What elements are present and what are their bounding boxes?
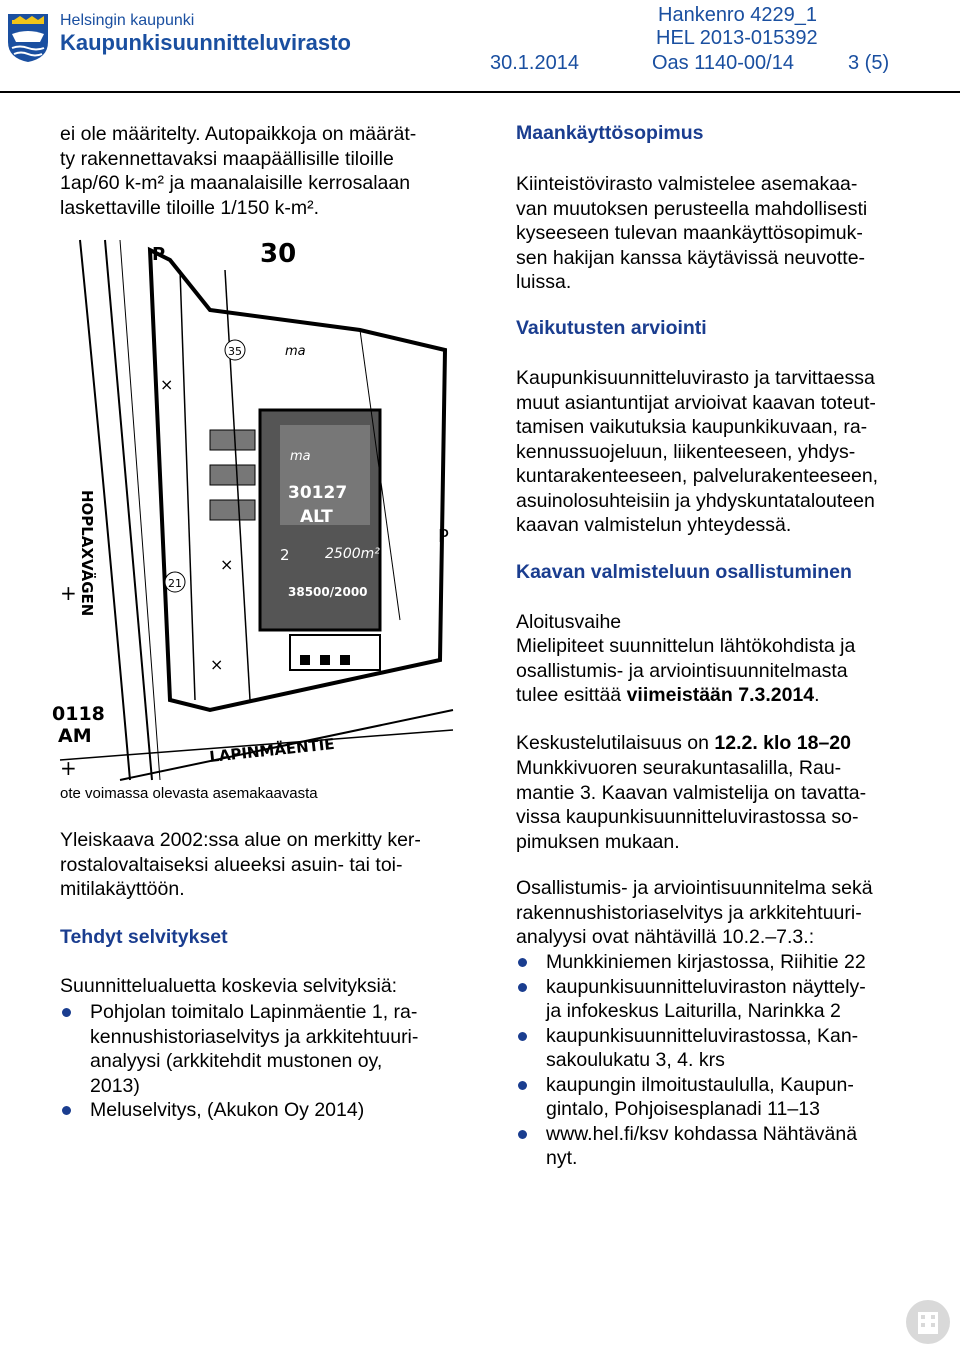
list-item: Pohjolan toimitalo Lapinmäentie 1, ra- kennushistoriaselvitys ja arkkitehtuuri- analyysi (arkkitehdit mustonen oy, 2013) [60, 1000, 418, 1098]
map-label-am: AM [58, 725, 92, 747]
map-label-hoplaxvagen: HOPLAXVÄGEN [78, 490, 96, 617]
header-divider [0, 91, 960, 93]
map-label-35: 35 [228, 345, 242, 358]
map-block-number: 30127 [288, 483, 348, 503]
surveys-intro: Suunnittelualuetta koskevia selvityksiä: [60, 975, 398, 997]
city-name: Helsingin kaupunki [60, 12, 195, 29]
map-label-p-right: P [438, 526, 449, 547]
map-label-21: 21 [168, 577, 182, 590]
map-label-p-top: P [152, 244, 166, 265]
agreement-heading: Maankäyttösopimus [516, 122, 704, 144]
map-label-area: 2500m² [325, 546, 380, 562]
svg-text:+: + [60, 581, 77, 605]
page-number: 3 (5) [848, 52, 890, 74]
impacts-heading: Vaikutusten arviointi [516, 317, 707, 339]
opinions-deadline: viimeistään 7.3.2014 [626, 684, 815, 706]
case-number: Oas 1140-00/14 [652, 52, 794, 74]
bullet-icon [518, 1032, 527, 1041]
agreement-text: Kiinteistövirasto valmistelee asemakaa- van muutoksen perusteella mahdollisesti kyseeseen tulevan maankäyttösopimuk- sen hakijan kanssa käytävissä neuvotte- luissa. [516, 173, 868, 293]
document-date: 30.1.2014 [490, 52, 579, 74]
bullet-icon [518, 983, 527, 992]
map-label-ma-1: ma [285, 344, 306, 359]
helsinki-crest-logo [6, 12, 50, 64]
opinions-text: Mielipiteet suunnittelun lähtökohdista ja osallistumis- ja arviointisuunnitelmasta tulee esittää viimeistään 7.3.2014. [516, 635, 856, 706]
map-label-118: 0118 [52, 703, 105, 725]
participation-heading: Kaavan valmisteluun osallistuminen [516, 561, 852, 583]
map-label-30: 30 [260, 239, 297, 269]
event-text: Munkkivuoren seurakuntasalilla, Rau- mantie 3. Kaavan valmistelija on tavatta- vissa kaupunkisuunnitteluvirastossa so- pimuksen mukaan. [516, 757, 867, 853]
parking-text: ei ole määritelty. Autopaikkoja on määrät- ty rakennettavaksi maapäällisille tiloille 1ap/60 k-m² ja maanalaisille kerrosalaan laskettaville tiloille 1/150 k-m². [60, 123, 417, 219]
project-number: Hankenro 4229_1 [658, 4, 818, 26]
list-item: Meluselvitys, (Akukon Oy 2014) [60, 1098, 418, 1123]
bullet-icon [62, 1008, 71, 1017]
list-item: Munkkiniemen kirjastossa, Riihitie 22 [516, 950, 866, 975]
master-plan-text: Yleiskaava 2002:ssa alue on merkitty ker- rostalovaltaiseksi alueeksi asuin- tai toi- mitilakäyttöön. [60, 829, 421, 900]
map-label-lapinmaentie: LAPINMÄENTIE [208, 734, 336, 766]
list-item: kaupungin ilmoitustaululla, Kaupun- gintalo, Pohjoisesplanadi 11–13 [516, 1073, 866, 1122]
list-item: www.hel.fi/ksv kohdassa Nähtävänä nyt. [516, 1122, 866, 1171]
building-icon [906, 1300, 950, 1344]
map-label-alt: ALT [300, 507, 333, 527]
bullet-icon [62, 1106, 71, 1115]
bullet-icon [518, 1130, 527, 1139]
start-phase: Aloitusvaihe [516, 611, 622, 633]
list-item: kaupunkisuunnitteluviraston näyttely- ja infokeskus Laiturilla, Narinkka 2 [516, 975, 866, 1024]
map-caption: ote voimassa olevasta asemakaavasta [60, 785, 318, 802]
surveys-heading: Tehdyt selvitykset [60, 926, 228, 948]
map-label-2: 2 [280, 546, 290, 564]
zoning-plan-map [52, 239, 453, 780]
surveys-list [60, 1000, 418, 1123]
svg-text:+: + [60, 756, 77, 780]
bullet-icon [518, 958, 527, 967]
bullet-icon [518, 1081, 527, 1090]
case-id: HEL 2013-015392 [656, 27, 818, 49]
svg-text:×: × [220, 555, 234, 574]
svg-text:×: × [210, 655, 224, 674]
list-item: kaupunkisuunnitteluvirastossa, Kan- sakoulukatu 3, 4. krs [516, 1024, 866, 1073]
display-places-list [516, 950, 866, 1171]
event-line: Keskustelutilaisuus on 12.2. klo 18–20 [516, 732, 851, 754]
svg-text:×: × [160, 375, 174, 394]
map-label-ma-2: ma [290, 449, 311, 464]
impacts-text: Kaupunkisuunnitteluvirasto ja tarvittaessa muut asiantuntijat arvioivat kaavan toteut- tamisen vaikutuksia kaupunkikuvaan, ra- kennussuojeluun, liikenteeseen, yhdys- kuntarakenteeseen, palvelurakenteeseen, asuinolosuhteisiin ja yhdyskuntatalouteen kaavan valmistelun yhteydessä. [516, 367, 879, 536]
event-date: 12.2. klo 18–20 [714, 732, 851, 754]
department-name: Kaupunkisuunnitteluvirasto [60, 30, 351, 55]
display-text: Osallistumis- ja arviointisuunnitelma sekä rakennushistoriaselvitys ja arkkitehtuuri- analyysi ovat nähtävillä 10.2.–7.3.: [516, 877, 873, 948]
map-label-ratio: 38500/2000 [288, 585, 368, 599]
